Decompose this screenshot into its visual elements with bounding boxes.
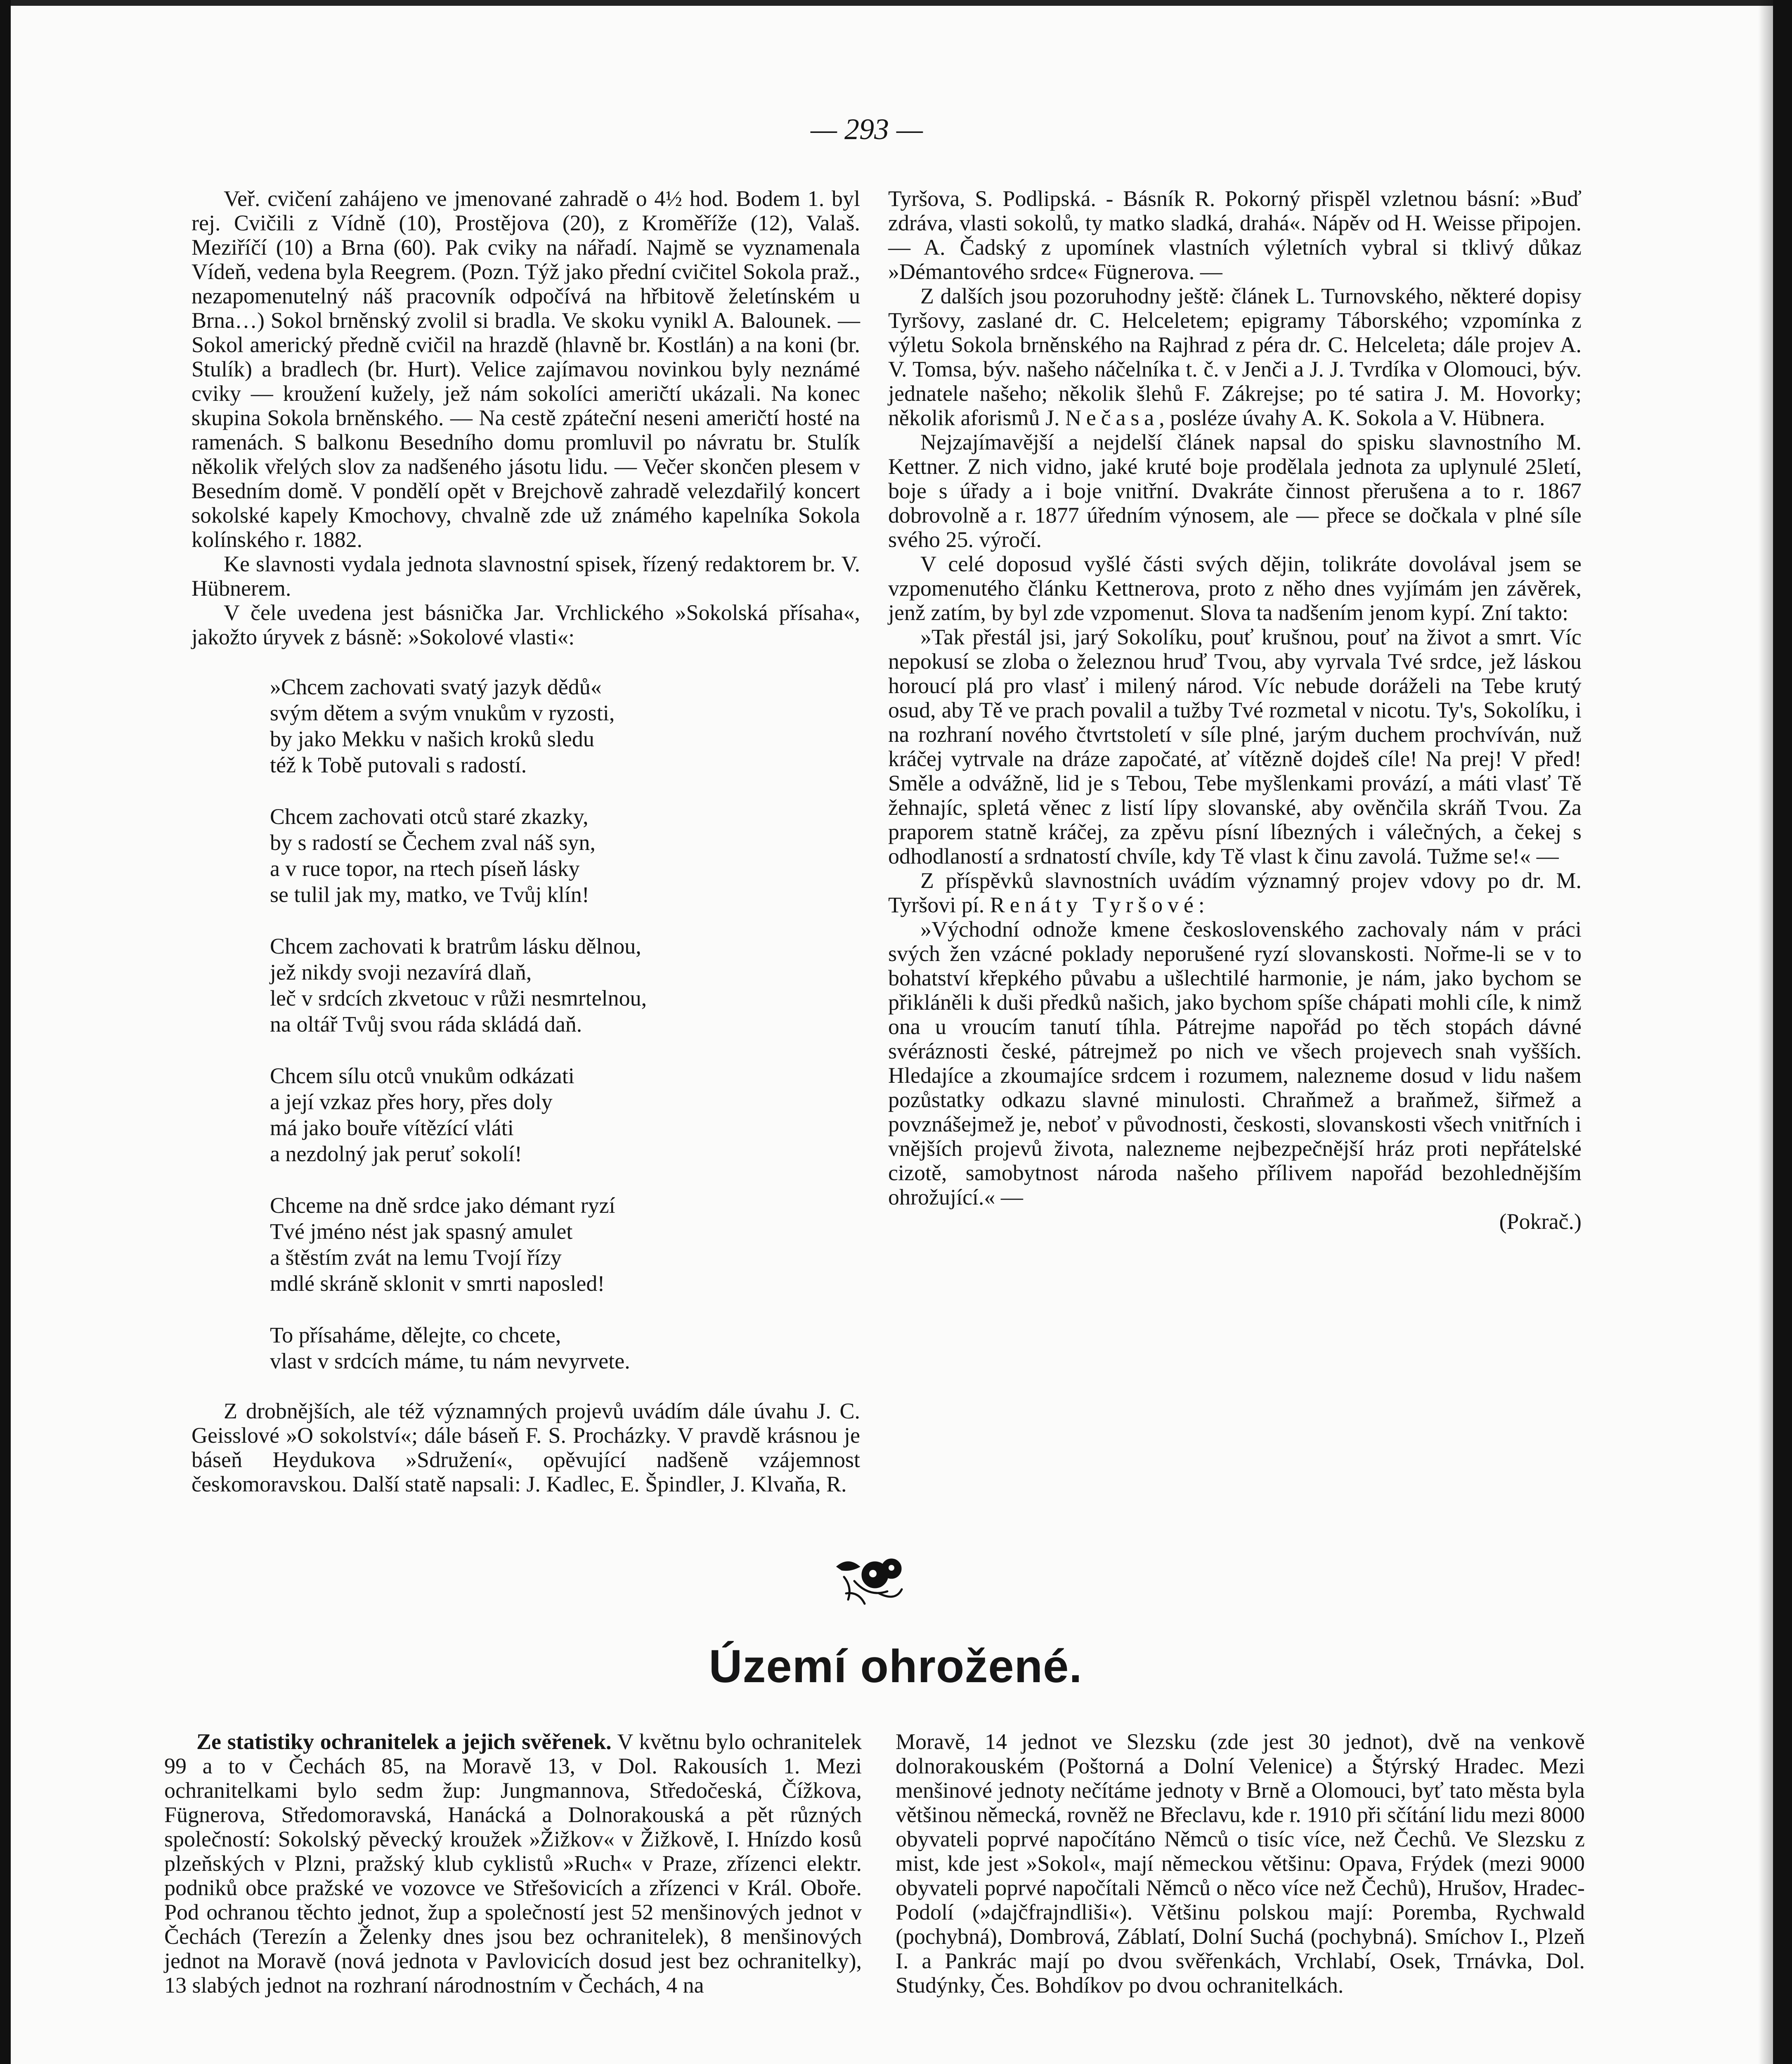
poem-line: též k Tobě putovali s radostí. <box>270 753 527 777</box>
poem-line: Chceme na dně srdce jako démant ryzí <box>270 1193 615 1218</box>
paragraph: V čele uvedena jest básnička Jar. Vrchlického »Sokolská přísaha«, jakožto úryvek z básně: »Sokolové vlasti«: <box>191 600 860 649</box>
poem-line: svým dětem a svým vnukům v ryzosti, <box>270 701 615 725</box>
poem-line: by s radostí se Čechem zval náš syn, <box>270 830 596 855</box>
poem-line: by jako Mekku v našich kroků sledu <box>270 727 594 751</box>
scan-shadow-right <box>1758 0 1773 2064</box>
poem-line: má jako bouře vítězící vláti <box>270 1115 514 1140</box>
paragraph: Tyršova, S. Podlipská. - Básník R. Pokorný přispěl vzletnou básní: »Buď zdráva, vlasti sokolů, ty matko sladká, drahá«. Nápěv od H. Weisse připojen. — A. Čadský z upomínek vlastních výletních vybral si tklivý důkaz »Démantového srdce« Fügnerova. — <box>888 186 1582 284</box>
poem-line: Chcem sílu otců vnukům odkázati <box>270 1063 574 1088</box>
poem-line: a nezdolný jak peruť sokolí! <box>270 1141 522 1166</box>
poem-stanza <box>270 1193 860 1297</box>
poem-line: leč v srdcích zkvetouc v růži nesmrtelnou, <box>270 986 647 1011</box>
poem-stanza <box>270 674 860 778</box>
paragraph <box>888 869 1582 917</box>
paragraph-text: , posléze úvahy A. K. Sokola a V. Hübnera. <box>1159 405 1545 430</box>
paragraph-text: Z příspěvků slavnostních uvádím významný projev vdovy po dr. M. Tyršovi pí. <box>888 868 1582 917</box>
poem-line: a štěstím zvát na lemu Tvojí řízy <box>270 1245 562 1270</box>
poem-line: se tulil jak my, matko, ve Tvůj klín! <box>270 882 589 907</box>
poem-line: Tvé jméno nést jak spasný amulet <box>270 1219 573 1244</box>
spaced-name: Renáty Tyršové <box>990 892 1199 917</box>
poem-line: Chcem zachovati otců staré zkazky, <box>270 804 589 829</box>
column-left-top <box>191 187 860 1496</box>
section-title: Území ohrožené. <box>709 1640 1083 1692</box>
quote-paragraph: »Tak přestál jsi, jarý Sokolíku, pouť krušnou, pouť na život a smrt. Víc nepokusí se zloba o železnou hruď Tvou, aby vyrvala Tvé srdce, jež láskou horoucí plá pro vlasť i milený národ. Víc nebude doráželi na Tebe krutý osud, aby Tě ve prach povalil a tužby Tvé rozmetal v nicotu. Ty's, Sokolíku, i na rozhraní nového čtvrtstoletí v síle plné, jarým duchem prochvíván, nuž kráčej vytrvale na dráze započaté, ať vítězně dojdeš cíle! Na prej! V před! Směle a odvážně, lid je s Tebou, Tebe myšlenkami provází, a máti vlasť Tě žehnajíc, spletá věnec z listí lípy slovanské, aby ověnčila skráň Tvou. Za praporem statně kráčej, za zpěvu písní líbezných i válečných, a čekej s odhodlaností a srdnatostí chvíle, kdy Tě vlast k činu zavolá. Tužme se!« — <box>888 625 1582 869</box>
poem-stanza <box>270 1322 860 1374</box>
continued-note: (Pokrač.) <box>1499 1209 1582 1234</box>
poem-line: vlast v srdcích máme, tu nám nevyrvete. <box>270 1349 630 1373</box>
column-left-bottom <box>164 1730 862 1998</box>
spaced-name: Nečasa <box>1065 405 1159 430</box>
column-right-top <box>888 187 1582 1234</box>
poem-line: na oltář Tvůj svou ráda skládá daň. <box>270 1012 582 1037</box>
poem-line: a její vzkaz přes hory, přes doly <box>270 1089 553 1114</box>
scan-edge-left <box>0 0 11 2064</box>
paragraph-text: V květnu bylo ochranitelek 99 a to v Čechách 85, na Moravě 13, v Dol. Rakousích 1. Mezi ochranitelkami bylo sedm žup: Jungmannova, Středočeská, Čížkova, Fügnerova, Středomoravská, Hanácká a Dolnorakouská a pět různých společností: Sokolský pěvecký kroužek »Žižkov« v Žižkově, I. Hnízdo kosů plzeňských v Plzni, pražský klub cyklistů »Ruch« v Praze, zřízenci elektr. podniků obce pražské ve vozovce ve Střešovicích a zřízenci v Král. Oboře. Pod ochranou těchto jednot, žup a společností jest 52 menšinových jednot v Čechách (Terezín a Želenky dnes jsou bez ochranitelek), 8 menšinových jednot na Moravě (nová jednota v Pavlovicích dosud jest bez ochranitelky), 13 slabých jednot na rozhraní národnostním v Čechách, 4 na <box>164 1729 862 1998</box>
paragraph: Moravě, 14 jednot ve Slezsku (zde jest 30 jednot), dvě na venkově dolnorakouském (Poštorná a Dolní Velenice) a Štýrský Hradec. Mezi menšinové jednoty nečítáme jednoty v Brně a Olomouci, byť tato města byla většinou německá, rovněž ne Břeclavu, kde r. 1910 při sčítání lidu mezi 8000 obyvateli poprvé napočítáno Němců o tisíc více, než Čechů. Ve Slezsku z mist, kde jest »Sokol«, mají německou většinu: Opava, Frýdek (mezi 9000 obyvateli poprvé napočítali Němců o něco více než Čechů), Hrušov, Hradec-Podolí (»dajčfrajndliši«). Většinu polskou mají: Poremba, Rychwald (pochybná), Dombrová, Záblatí, Dolní Suchá (pochybná). Smíchov I., Plzeň I. a Pankrác mají po dvou svěřenkách, Vrchlabí, Osek, Trnávka, Dol. Studýnky, Čes. Bohdíkov po dvou ochranitelkách. <box>896 1729 1585 1998</box>
paragraph-text: : <box>1198 892 1205 917</box>
poem-line: To přísaháme, dělejte, co chcete, <box>270 1323 561 1347</box>
paragraph: Ke slavnosti vydala jednota slavnostní spisek, řízený redaktorem br. V. Hübnerem. <box>191 552 860 601</box>
poem-stanza <box>270 1063 860 1167</box>
paragraph <box>888 284 1582 430</box>
floral-ornament-icon <box>830 1552 912 1610</box>
paragraph: V celé doposud vyšlé části svých dějin, tolikráte dovolával jsem se vzpomenutého článku Kettnerova, proto z něho dnes vyjímám jen závěrek, jenž zatím, by byl zde vzpomenut. Slova ta nadšením jenom kypí. Zní takto: <box>888 552 1582 625</box>
poem-sokolska-prisaha <box>270 674 860 1374</box>
poem-line: jež nikdy svoji nezavírá dlaň, <box>270 960 532 985</box>
poem-stanza <box>270 804 860 908</box>
poem-line: »Chcem zachovati svatý jazyk dědů« <box>270 675 602 699</box>
column-right-bottom <box>896 1730 1585 1998</box>
scan-edge-right <box>1773 0 1792 2064</box>
paragraph: Z drobnějších, ale též významných projevů uvádím dále úvahu J. C. Geisslové »O sokolství«; dále báseň F. S. Procházky. V pravdě krásnou je báseň Heydukova »Sdružení«, opěvující nadšeně vzájemnost českomoravskou. Další statě napsali: J. Kadlec, E. Špindler, J. Klvaňa, R. <box>191 1399 860 1496</box>
poem-line: Chcem zachovati k bratrům lásku dělnou, <box>270 934 641 959</box>
initial: J. <box>1045 405 1060 430</box>
poem-line: mdlé skráně sklonit v smrti naposled! <box>270 1271 605 1296</box>
poem-stanza <box>270 933 860 1037</box>
page-number: — 293 — <box>810 113 923 146</box>
poem-line: a v ruce topor, na rtech píseň lásky <box>270 856 580 881</box>
paragraph: Nejzajímavější a nejdelší článek napsal do spisku slavnostního M. Kettner. Z nich vidno, jaké kruté boje prodělala jednota za uplynulé 25letí, boje s úřady a i boje vnitřní. Dvakráte činnost přerušena a to r. 1867 dobrovolně a r. 1877 úředním výnosem, ale — přece se dočkala v plné síle svého 25. výročí. <box>888 430 1582 552</box>
paragraph-text: Z dalších jsou pozoruhodny ještě: článek L. Turnovského, některé dopisy Tyršovy, zaslané dr. C. Helceletem; epigramy Táborského; vzpomínka z výletu Sokola brněnského na Rajhrad z péra dr. C. Helceleta; dále projev A. V. Tomsa, býv. našeho náčelníka t. č. v Jenči a J. J. Tvrdíka v Olomouci, býv. jednatele našeho; několik šlehů F. Zákrejse; po té satira J. M. Hovorky; několik aforismů <box>888 284 1582 430</box>
quote-paragraph: »Východní odnože kmene československého zachovaly nám v práci svých žen vzácné poklady neporušené ryzí slovanskosti. Nořme-li se v to bohatství křepkého půvabu a ušlechtilé harmonie, je nám, jako bychom se přikláněli k duši předků našich, jako bychom spíše chápati mohli cíle, k nimž ona u vroucím tanutí tíhla. Pátrejme napořád po těch stopách dávné svéráznosti české, pátrejmež po nich ve všech projevech snah vyšších. Hledajíce a zkoumajíce srdcem i rozumem, nalezneme dosud v lidu našem pozůstatky odkazu slavné minulosti. Chraňmež a braňmež, šiřmež a povznášejmež je, neboť v původnosti, českosti, slovanskosti všech vnitřních i vnějších projevů života, nalezneme nejbezpečnější hráz proti nepřátelské cizotě, samobytnost národa našeho přílivem napořád bezohlednějším ohrožující.« — <box>888 917 1582 1210</box>
scan-edge-top <box>0 0 1792 6</box>
lead-heading: Ze statistiky ochranitelek a jejich svěřenek. <box>196 1729 612 1754</box>
paragraph: Veř. cvičení zahájeno ve jmenované zahradě o 4½ hod. Bodem 1. byl rej. Cvičili z Vídně (10), Prostějova (20), z Kroměříže (12), Valaš. Meziříčí (10) a Brna (60). Pak cviky na nářadí. Najmě se vyznamenala Vídeň, vedena byla Reegrem. (Pozn. Týž jako přední cvičitel Sokola praž., nezapomenutelný náš pracovník odpočívá na hřbitově želetínském u Brna…) Sokol brněnský zvolil si bradla. Ve skoku vynikl A. Balounek. — Sokol americký předně cvičil na hrazdě (hlavně br. Kostlán) a na koni (br. Stulík) a bradlech (br. Hurt). Velice zajímavou novinkou byly neznámé cviky — kroužení kužely, jež nám sokolíci američtí ukázali. Na konec skupina Sokola brněnského. — Na cestě zpáteční neseni američtí hosté na ramenách. S balkonu Besedního domu promluvil po návratu br. Stulík několik vřelých slov za nadšeného jásotu lidu. — Večer skončen plesem v Besedním domě. V pondělí opět v Brejchově zahradě velezdařilý koncert sokolské kapely Kmochovy, chvalně zde už známého kapelníka Sokola kolínského r. 1882. <box>191 186 860 552</box>
paragraph <box>164 1730 862 1998</box>
